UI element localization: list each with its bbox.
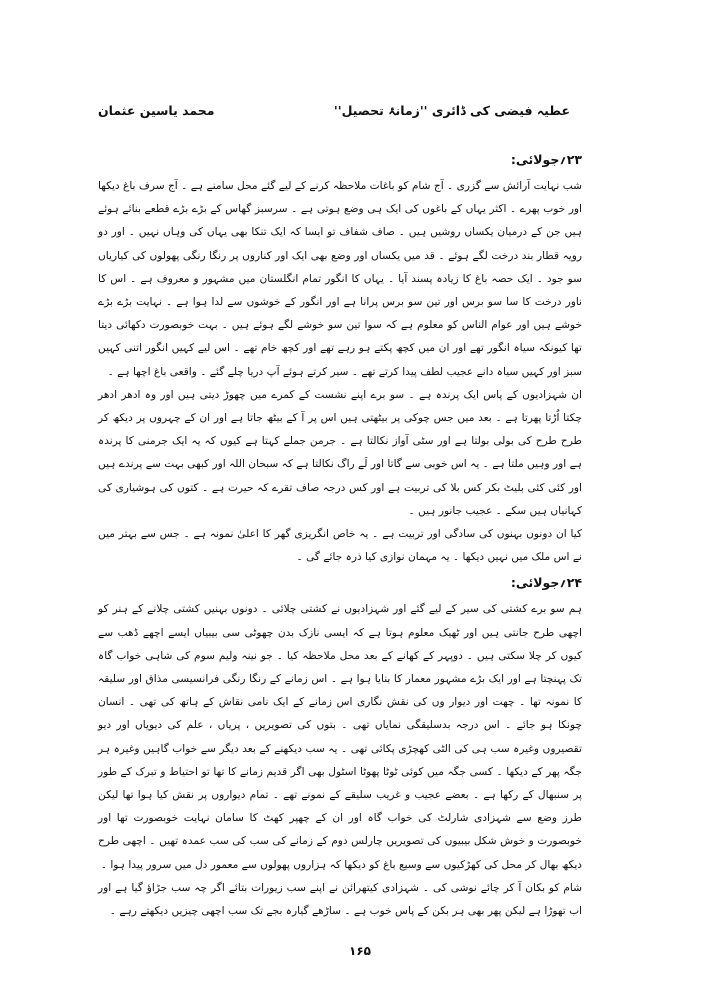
section-gap xyxy=(98,569,582,573)
diary-entry-24-july xyxy=(98,575,582,923)
paragraph: کیا ان دونوں بہنوں کی سادگی اور تربیت ہے ۔ یہ خاص انگریزی گھر کا اعلیٰ نمونہ ہے ۔ جس سے بہتر میں نے اس ملک میں نہیں دیکھا ۔ یہ مہمان نوازی کیا ذرہ جائے گی ۔ xyxy=(98,528,582,564)
header-author-name: محمد یاسین عثمان xyxy=(98,103,215,118)
entry-date-heading: ۲۳؍جولائی: xyxy=(510,152,582,167)
paragraph: شام کو بکان آ کر چائے نوشی کی ۔ شہزادی کیتھرائن نے اپنے سب زیورات بتائے اگر چہ سب جڑاؤ گیا ہے اور اب تھوڑا ہے لیکن پھر بھی ہر بکن کے پاس خوب ہے ۔ ساڑھے گیارہ بجے تک سب اچھی چیزیں دیکھتے رہے ۔ xyxy=(98,881,582,918)
paragraph: شب نہایت آرائش سے گزری ۔ آج شام کو باغات ملاحظہ کرنے کے لیے گئے محل سامنے ہے ۔ آج سرف باغ دیکھا اور خوب پھرے ۔ اکثر یہاں کے باغوں کی ایک ہی وضع ہوتی ہے ۔ سرسبز گھاس کے بڑے بڑے قطعے بنائے ہوئے ہیں جن کے درمیان یکساں روشیں ہیں ۔ صاف شفاف تو ایسا کہ ایک تنکا بھی یہاں کی وہاں نہیں ۔ اور دو رویہ قطار بند درخت لگے ہوئے ۔ قد میں یکساں اور وضع بھی ایک اور کناروں پر رنگا رنگی پھولوں کی کیاریاں سو جود ۔ ایک حصہ باغ کا زیادہ پسند آیا ۔ یہاں کا انگور تمام انگلستان میں مشہور و معروف ہے ۔ اس کا ناور درخت کا سا سو برس اور تین سو برس پرانا ہے اور انگور کے خوشوں سے لدا ہوا ہے ۔ نہایت بڑے بڑے خوشے ہیں اور عوام الناس کو معلوم ہے کہ سوا تین سو خوشے لگے ہوئے ہیں ۔ بہت خوبصورت دکھائی دیتا تھا کیونکہ سیاہ انگور تھے اور ان میں کچھ پکتے ہو رہے تھے اور کچھ خام تھے ۔ اس لیے کہیں انگور اتنی کہیں سبز اور کہیں سیاہ دانے عجیب لطف پیدا کرتے تھے ۔ سیر کرتے ہوئے آپ دریا چلے گئے ۔ واقعی باغ اچھا ہے ۔ xyxy=(98,180,582,378)
document-body xyxy=(98,150,582,923)
paragraph: ہم سو برے کشتی کی سیر کے لیے گئے اور شہزادیوں نے کشتی چلائی ۔ دونوں بہنیں کشتی چلانے کے ہنر کو اچھی طرح جانتی ہیں اور ٹھیک معلوم ہوتا ہے کہ ایسی نازک بدن چھوٹی سی بیبیاں ایسے اچھے ڈھب سے کیوں کر چلا سکتی ہیں ۔ دوپہر کے کھانے کے بعد محل ملاحظہ کیا ۔ جو نینہ ولیم سوم کی شاہی خواب گاہ تک پہنچتا ہے اور ایک بڑے مشہور معمار کا بنایا ہوا ہے ۔ اس زمانے کے رنگا رنگی فرانسیسی مذاق اور سلیقہ کا نمونہ تھا ۔ چھت اور دیوار وں کی نقش نگاری اس زمانے کے ایک نامی نقاش کے ہاتھ کی تھی ۔ انسان چونکا ہو جائے ۔ اس درجہ بدسلیقگی نمایاں تھی ۔ بتوں کی تصویریں ، پریاں ، علم کی دیویاں اور دیو تقصیروں وغیرہ سب ہی کی الٹی کھچڑی پکائی تھی ۔ یہ سب دیکھنے کے بعد دیگر سے خواب گاہیں وغیرہ ہر جگہ پھر کے دیکھا ۔ کسی جگہ میں کوئی ٹوٹا پھوٹا اسٹول بھی اگر قدیم زمانے کا تھا تو احتیاط و تبرک کے طور پر سنبھال کے رکھا ہے ۔ بعضے عجیب و غریب سلیقے کے نمونے تھے ۔ تمام دیواروں پر نقش کیا ہوا تھا لیکن طرز وضع سے شہزادی شارلٹ کی خواب گاہ اور ان کے چھپر کھٹ کا سامان نہایت خوبصورت تھا اور خوبصورت و خوش شکل بیبیوں کی تصویریں چارلس دوم کے زمانے کی سب کی سب عمدہ تھیں ۔ اچھی طرح دیکھ بھال کر محل کی کھڑکیوں سے وسیع باغ کو دیکھا کہ ہزاروں پھولوں سے معمور دل میں سرور پیدا ہوا ۔ xyxy=(98,603,582,871)
header-book-title: عطیہ فیضی کی ڈائری ''زمانۂ تحصیل'' xyxy=(333,103,570,118)
paragraph: ان شہزادیوں کے پاس ایک پرندہ ہے ۔ سو برے اپنے نشست کے کمرے میں چھوڑ دیتی ہیں اور وہ ادھر ادھر چکتا اُڑتا پھرتا ہے ۔ بعد میں جس چوکی پر بیٹھتی ہیں اس پر آ کے بیٹھ جاتا ہے اور ان کے چہروں پر دیکھ کر طرح طرح کی بولی بولتا ہے اور سٹی آواز نکالتا ہے ۔ جرمن جملے کہتا ہے کیوں کہ یہ ایک جرمنی کا پرندہ ہے اور وہیں ملتا ہے ۔ یہ اس خوبی سے گاتا اور لَے راگ نکالتا ہے کہ سبحان اللہ اور کبھی بہت سے پرندے ہیں اور کئی کئی بلیٹ بکر کس بلا کی تربیت ہے اور کس درجہ صاف تقرے کہ حیرت ہے ۔ کتوں کی ہوشیاری کی کہانیاں ہیں سکے ۔ عجیب جانور ہیں ۔ xyxy=(98,388,582,517)
entry-date-heading: ۲۴؍جولائی: xyxy=(510,575,582,591)
page-number: ۱۶۵ xyxy=(349,944,371,958)
diary-entry-23-july xyxy=(98,152,582,569)
running-header xyxy=(98,103,570,129)
